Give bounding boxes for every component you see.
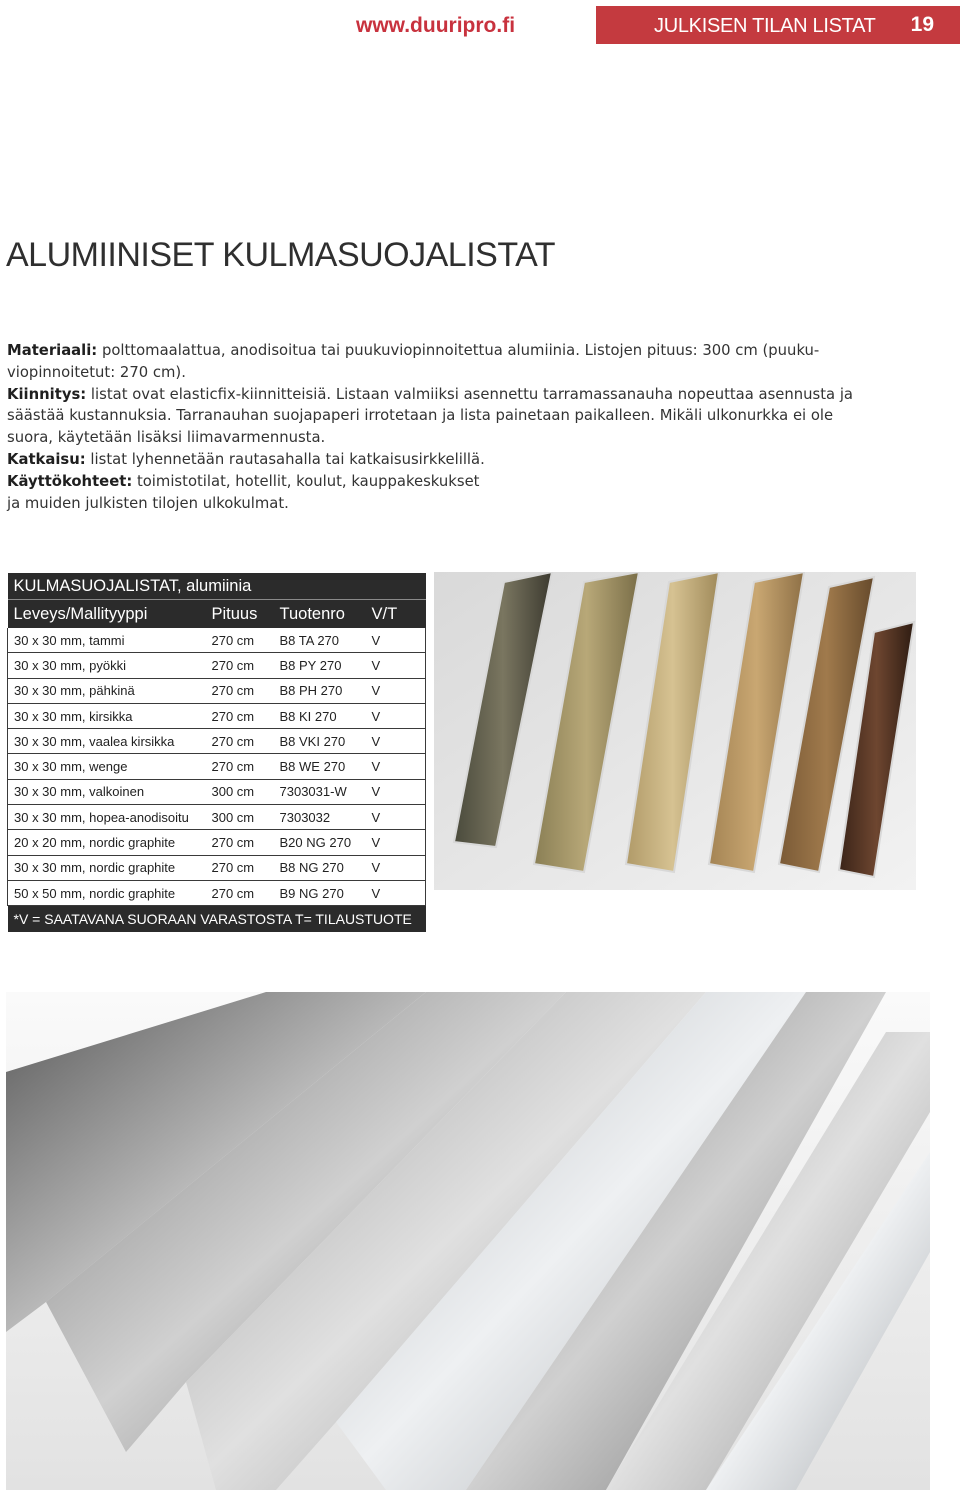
- table-cell: B8 KI 270: [274, 703, 366, 728]
- table-row: [8, 754, 426, 779]
- table-row: [8, 729, 426, 754]
- table-cell: V: [366, 779, 426, 804]
- table-cell: B8 WE 270: [274, 754, 366, 779]
- mounting-paragraph: [7, 384, 867, 449]
- table-cell: B20 NG 270: [274, 830, 366, 855]
- cutting-paragraph: [7, 449, 867, 471]
- column-header: Tuotenro: [274, 600, 366, 629]
- table-cell: V: [366, 628, 426, 653]
- table-row: [8, 880, 426, 905]
- page-number: 19: [910, 13, 934, 36]
- table-cell: 7303031-W: [274, 779, 366, 804]
- table-cell: 270 cm: [206, 678, 274, 703]
- section-title: JULKISEN TILAN LISTAT: [654, 15, 876, 37]
- header-band: [596, 6, 960, 44]
- table-cell: 30 x 30 mm, pähkinä: [8, 678, 206, 703]
- table-row: [8, 653, 426, 678]
- table-cell: 270 cm: [206, 729, 274, 754]
- column-header: Leveys/Mallityyppi: [8, 600, 206, 629]
- table-cell: 270 cm: [206, 628, 274, 653]
- table-cell: V: [366, 703, 426, 728]
- mounting-label: Kiinnitys:: [7, 385, 87, 403]
- table-caption-row: [8, 573, 426, 600]
- table-cell: 270 cm: [206, 754, 274, 779]
- table-cell: B8 VKI 270: [274, 729, 366, 754]
- usage-paragraph: [7, 471, 497, 515]
- table-cell: 30 x 30 mm, nordic graphite: [8, 855, 206, 880]
- table-row: [8, 703, 426, 728]
- table-cell: B9 NG 270: [274, 880, 366, 905]
- table-cell: 270 cm: [206, 703, 274, 728]
- table-row: [8, 628, 426, 653]
- table-cell: 30 x 30 mm, hopea-anodisoitu: [8, 805, 206, 830]
- table-cell: 30 x 30 mm, wenge: [8, 754, 206, 779]
- table-row: [8, 805, 426, 830]
- table-cell: V: [366, 653, 426, 678]
- table-cell: B8 NG 270: [274, 855, 366, 880]
- table-cell: V: [366, 855, 426, 880]
- table-row: [8, 830, 426, 855]
- table-cell: V: [366, 754, 426, 779]
- table-cell: V: [366, 729, 426, 754]
- usage-text: toimistotilat, hotellit, koulut, kauppakeskukset ja muiden julkisten tilojen ulkokulmat.: [7, 472, 480, 512]
- table-cell: 270 cm: [206, 855, 274, 880]
- wood-profiles-photo: [434, 572, 916, 890]
- table-row: [8, 779, 426, 804]
- table-cell: 30 x 30 mm, pyökki: [8, 653, 206, 678]
- cutting-text: listat lyhennetään rautasahalla tai katkaisusirkkelillä.: [85, 450, 485, 468]
- mounting-text: listat ovat elasticfix-kiinnitteisiä. Listaan valmiiksi asennettu tarramassanauha nopeuttaa asennusta ja säästää kustannuksia. Tarranauhan suojapaperi irrotetaan ja lista painetaan paikalleen. Mikäli ulkonurkka ei ole suora, käytetään lisäksi liimavarmennusta.: [7, 385, 853, 447]
- table-cell: 20 x 20 mm, nordic graphite: [8, 830, 206, 855]
- material-text: polttomaalattua, anodisoitua tai puukuviopinnoitettua alumiinia. Listojen pituus: 300 cm (puuku-viopinnoitetut: 270 cm).: [7, 342, 820, 381]
- table-cell: 30 x 30 mm, kirsikka: [8, 703, 206, 728]
- table-cell: B8 PY 270: [274, 653, 366, 678]
- table-cell: B8 PH 270: [274, 678, 366, 703]
- material-label: Materiaali:: [7, 342, 98, 359]
- table-cell: 7303032: [274, 805, 366, 830]
- table-cell: 30 x 30 mm, tammi: [8, 628, 206, 653]
- cutting-label: Katkaisu:: [7, 450, 86, 468]
- table-cell: 50 x 50 mm, nordic graphite: [8, 880, 206, 905]
- table-cell: 300 cm: [206, 779, 274, 804]
- table-cell: 270 cm: [206, 880, 274, 905]
- table-footnote-row: [8, 906, 426, 933]
- site-link[interactable]: www.duuripro.fi: [356, 14, 516, 37]
- table-cell: 270 cm: [206, 653, 274, 678]
- table-row: [8, 678, 426, 703]
- table-cell: 30 x 30 mm, vaalea kirsikka: [8, 729, 206, 754]
- usage-label: Käyttökohteet:: [7, 472, 133, 490]
- table-cell: 270 cm: [206, 830, 274, 855]
- table-cell: 30 x 30 mm, valkoinen: [8, 779, 206, 804]
- table-body: [8, 628, 426, 906]
- table-row: [8, 855, 426, 880]
- table-caption: KULMASUOJALISTAT, alumiinia: [8, 573, 426, 600]
- table-footnote: *V = SAATAVANA SUORAAN VARASTOSTA T= TILAUSTUOTE: [8, 906, 426, 933]
- product-table: [7, 573, 426, 932]
- table-cell: V: [366, 678, 426, 703]
- page-title: ALUMIINISET KULMASUOJALISTAT: [6, 236, 556, 274]
- table-cell: V: [366, 830, 426, 855]
- table-cell: V: [366, 805, 426, 830]
- product-description: [7, 340, 867, 514]
- column-header: Pituus: [206, 600, 274, 629]
- table-header-row: [8, 600, 426, 629]
- table-cell: B8 TA 270: [274, 628, 366, 653]
- column-header: V/T: [366, 600, 426, 629]
- metal-profiles-photo: [6, 992, 930, 1490]
- table-cell: V: [366, 880, 426, 905]
- material-paragraph: [7, 340, 867, 384]
- table-cell: 300 cm: [206, 805, 274, 830]
